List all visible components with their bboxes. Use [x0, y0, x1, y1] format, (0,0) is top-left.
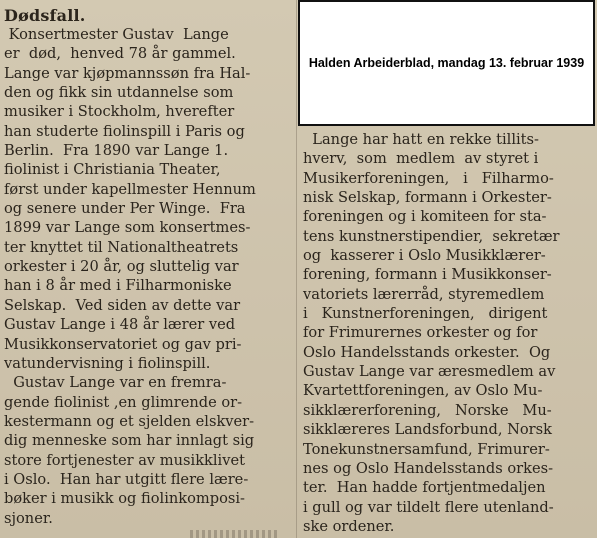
- text-line: store fortjenester av musikklivet: [4, 451, 245, 469]
- text-line: 1899 var Lange som konsertmes-: [4, 219, 251, 237]
- text-line: ter. Han hadde fortjentmedaljen: [303, 479, 546, 497]
- text-line: musiker i Stockholm, hverefter: [4, 103, 235, 121]
- text-line: Kvartettforeningen, av Oslo Mu-: [303, 382, 543, 400]
- article-column-left: [4, 6, 292, 528]
- text-line: han i 8 år med i Filharmoniske: [4, 277, 232, 295]
- text-line: gende fiolinist ,en glimrende or-: [4, 393, 243, 411]
- text-line: hverv, som medlem av styret i: [303, 150, 539, 168]
- text-line: Konsertmester Gustav Lange: [4, 26, 229, 43]
- source-caption-box: [298, 0, 595, 126]
- text-line: Musikkonservatoriet og gav pri-: [4, 335, 242, 353]
- text-line: først under kapellmester Hennum: [4, 180, 256, 198]
- text-line: fiolinist i Christiania Theater,: [4, 161, 221, 179]
- text-line: dig menneske som har innlagt sig: [4, 432, 255, 450]
- text-line: nisk Selskap, formann i Orkester-: [303, 189, 552, 207]
- text-line: bøker i musikk og fiolinkomposi-: [4, 490, 245, 508]
- text-line: tens kunstnerstipendier, sekretær: [303, 227, 560, 245]
- text-line: og kasserer i Oslo Musikklærer-: [303, 247, 546, 265]
- text-line: sjoner.: [4, 509, 53, 527]
- text-line: er død, henved 78 år gammel.: [4, 45, 236, 63]
- text-line: den og fikk sin utdannelse som: [4, 84, 234, 102]
- text-line: Berlin. Fra 1890 var Lange 1.: [4, 142, 229, 160]
- text-line: i Oslo. Han har utgitt flere lære-: [4, 470, 249, 488]
- text-line: vatoriets lærerråd, styremedlem: [303, 285, 545, 303]
- text-line: Lange var kjøpmannssøn fra Hal-: [4, 64, 251, 82]
- text-line: Gustav Lange var æresmedlem av: [303, 363, 556, 381]
- text-line: Selskap. Ved siden av dette var: [4, 296, 241, 314]
- text-line: orkester i 20 år, og sluttelig var: [4, 258, 239, 276]
- text-line: sikklæreres Landsforbund, Norsk: [303, 421, 552, 439]
- text-line: forening, formann i Musikkonser-: [303, 266, 552, 284]
- right-column-text: [303, 130, 593, 536]
- text-line: ske ordener.: [303, 517, 395, 535]
- text-line: Oslo Handelsstands orkester. Og: [303, 343, 551, 361]
- text-line: kestermann og et sjelden elskver-: [4, 412, 255, 430]
- text-line: han studerte fiolinspill i Paris og: [4, 122, 245, 140]
- cut-off-text-fragment: [190, 530, 280, 538]
- left-column-text: [4, 25, 292, 528]
- text-line: foreningen og i komiteen for sta-: [303, 208, 547, 226]
- column-divider: [296, 0, 297, 538]
- text-line: Lange har hatt en rekke tillits-: [303, 131, 539, 148]
- text-line: ter knyttet til Nationaltheatrets: [4, 238, 239, 256]
- text-line: sikklærerforening, Norske Mu-: [303, 401, 552, 419]
- text-line: Gustav Lange var en fremra-: [4, 374, 227, 392]
- text-line: og senere under Per Winge. Fra: [4, 200, 246, 218]
- text-line: i gull og var tildelt flere utenland-: [303, 498, 554, 516]
- text-line: Gustav Lange i 48 år lærer ved: [4, 316, 236, 334]
- text-line: for Frimurernes orkester og for: [303, 324, 538, 342]
- text-line: Musikerforeningen, i Filharmo-: [303, 169, 554, 187]
- text-line: nes og Oslo Handelsstands orkes-: [303, 459, 554, 477]
- text-line: Tonekunstnersamfund, Frimurer-: [303, 440, 550, 458]
- text-line: vatundervisning i fiolinspill.: [4, 354, 211, 372]
- source-caption: Halden Arbeiderblad, mandag 13. februar 1939: [308, 55, 585, 70]
- article-heading: Dødsfall.: [4, 6, 86, 25]
- article-column-right: [303, 130, 593, 536]
- text-line: i Kunstnerforeningen, dirigent: [303, 305, 548, 323]
